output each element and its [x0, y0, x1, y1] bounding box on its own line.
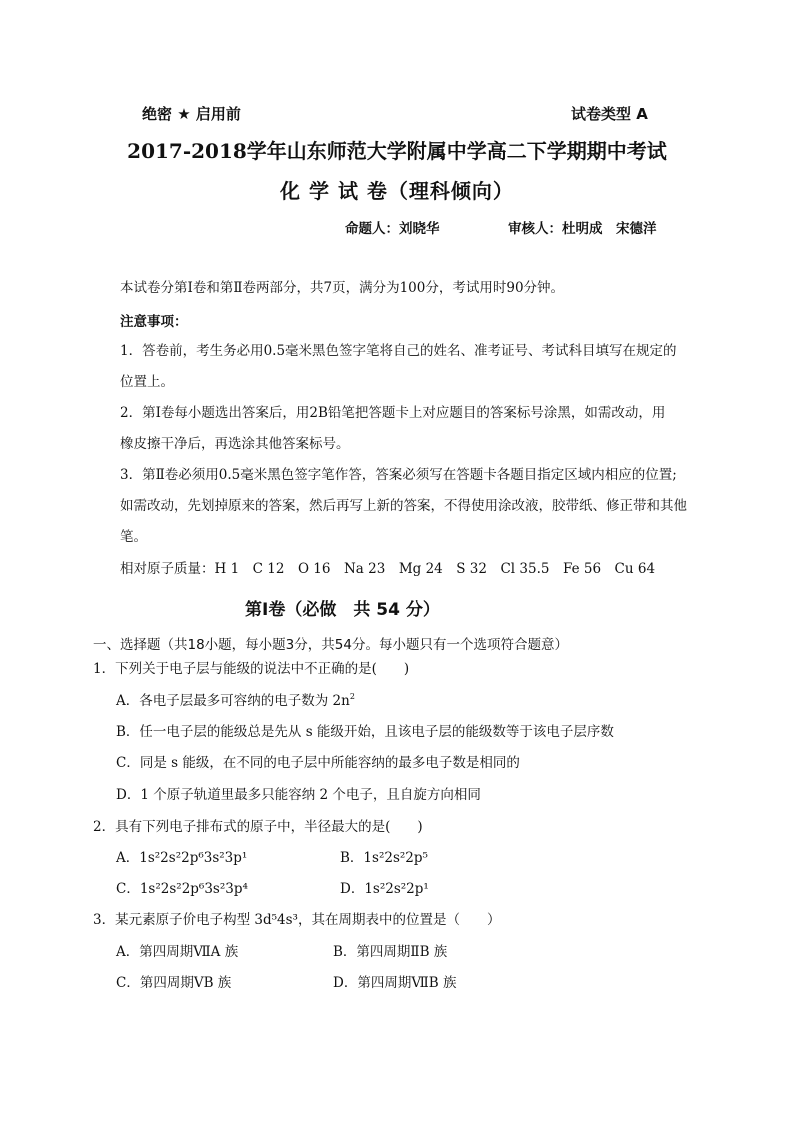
- q1-option-d: D．1 个原子轨道里最多只能容纳 2 个电子，且自旋方向相同: [116, 787, 481, 803]
- q1-option-a: A．各电子层最多可容纳的电子数为 $2n^2$: [116, 691, 355, 709]
- q1-option-b: B．任一电子层的能级总是先从 s 能级开始，且该电子层的能级数等于该电子层序数: [116, 724, 614, 740]
- q2-stem: 2．具有下列电子排布式的原子中，半径最大的是( ): [93, 819, 423, 835]
- q3-option-c: C．第四周期ⅤB 族: [116, 975, 232, 991]
- q3-option-d: D．第四周期ⅦB 族: [333, 975, 457, 991]
- q3-option-b: B．第四周期ⅡB 族: [333, 944, 448, 960]
- q1-option-c: C．同是 s 能级，在不同的电子层中所能容纳的最多电子数是相同的: [116, 755, 520, 771]
- q1-stem: 1．下列关于电子层与能级的说法中不正确的是( ): [93, 661, 410, 677]
- q2-option-b: B．1s²2s²2p⁵: [340, 850, 428, 866]
- notes-heading: 注意事项：: [120, 314, 188, 330]
- exam-title: 2017-2018学年山东师范大学附属中学高二下学期期中考试: [127, 139, 667, 163]
- q2-option-c: C．1s²2s²2p⁶3s²3p⁴: [116, 881, 248, 897]
- q2-option-d: D．1s²2s²2p¹: [340, 881, 429, 897]
- section-1-title: 第Ⅰ卷（必做 共 54 分）: [245, 600, 440, 620]
- note-3-line-2: 如需改动，先划掉原来的答案，然后再写上新的答案，不得使用涂改液，胶带纸、修正带和其他: [120, 498, 687, 514]
- author-line: 命题人：刘晓华: [345, 221, 440, 237]
- note-3-line-1: 3．第Ⅱ卷必须用0.5毫米黑色签字笔作答，答案必须写在答题卡各题目指定区域内相应的位置;: [120, 467, 677, 483]
- q3-stem: 3．某元素原子价电子构型 3d⁵4s³，其在周期表中的位置是（ ）: [93, 912, 501, 928]
- note-2-line-2: 橡皮擦干净后，再选涂其他答案标号。: [120, 436, 350, 452]
- note-1-line-1: 1．答卷前，考生务必用0.5毫米黑色签字笔将自己的姓名、准考证号、考试科目填写在规定的: [120, 343, 677, 359]
- exam-subtitle: 化 学 试 卷（理科倾向）: [280, 179, 514, 203]
- reviewer-line: 审核人：杜明成 宋德洋: [508, 221, 657, 237]
- note-1-line-2: 位置上。: [120, 374, 174, 390]
- atomic-masses: 相对原子质量：H 1 C 12 O 16 Na 23 Mg 24 S 32 Cl 35.5 Fe 56 Cu 64: [120, 561, 656, 577]
- q3-option-a: A．第四周期ⅦA 族: [116, 944, 239, 960]
- intro-text: 本试卷分第Ⅰ卷和第Ⅱ卷两部分，共7页，满分为100分，考试用时90分钟。: [120, 280, 565, 296]
- q2-option-a: A．1s²2s²2p⁶3s²3p¹: [116, 850, 248, 866]
- note-3-line-3: 笔。: [120, 529, 147, 545]
- section-1-instructions: 一、选择题（共18小题，每小题3分，共54分。每小题只有一个选项符合题意）: [93, 637, 568, 653]
- note-2-line-1: 2．第Ⅰ卷每小题选出答案后，用2B铅笔把答题卡上对应题目的答案标号涂黑，如需改动，用: [120, 405, 666, 421]
- confidential-label: 绝密 ★ 启用前: [142, 105, 241, 123]
- paper-type-label: 试卷类型 A: [571, 105, 648, 123]
